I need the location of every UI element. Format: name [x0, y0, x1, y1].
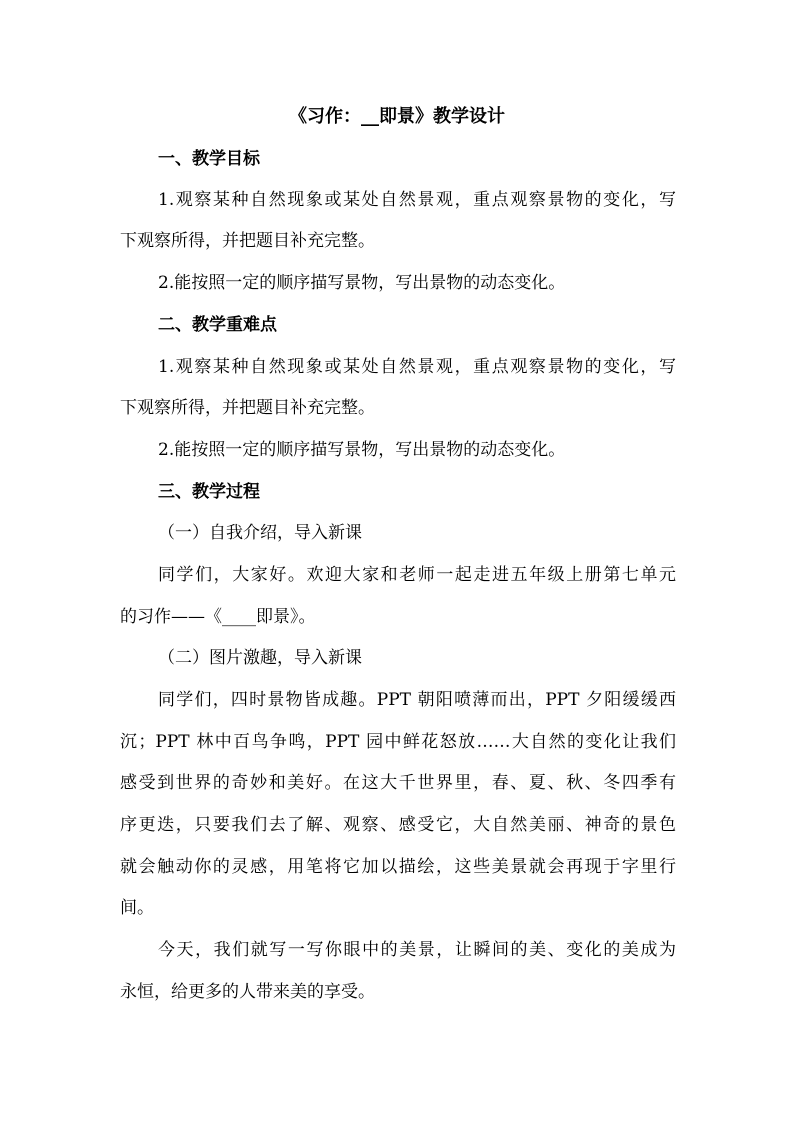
paragraph-line: 下观察所得，并把题目补充完整。 — [120, 231, 375, 251]
paragraph-line: 沉；PPT 林中百鸟争鸣，PPT 园中鲜花怒放……大自然的变化让我们 — [120, 732, 676, 752]
paragraph-line: 2.能按照一定的顺序描写景物，写出景物的动态变化。 — [158, 273, 566, 293]
paragraph-line: 就会触动你的灵感，用笔将它加以描绘，这些美景就会再现于字里行 — [120, 857, 676, 877]
paragraph-line: 1.观察某种自然现象或某处自然景观，重点观察景物的变化，写 — [158, 190, 676, 210]
section-heading-objectives: 一、教学目标 — [158, 149, 260, 169]
section-heading-key-points: 二、教学重难点 — [158, 315, 277, 335]
paragraph-line: 1.观察某种自然现象或某处自然景观，重点观察景物的变化，写 — [158, 357, 676, 377]
paragraph-line: 下观察所得，并把题目补充完整。 — [120, 398, 375, 418]
subsection-heading-pictures: （二）图片激趣，导入新课 — [158, 648, 362, 668]
paragraph-line: 永恒，给更多的人带来美的享受。 — [120, 982, 375, 1002]
subsection-heading-intro: （一）自我介绍，导入新课 — [158, 523, 362, 543]
document-title: 《习作：__即景》教学设计 — [289, 106, 505, 127]
paragraph-line: 今天，我们就写一写你眼中的美景，让瞬间的美、变化的美成为 — [158, 940, 676, 960]
paragraph-line: 感受到世界的奇妙和美好。在这大千世界里，春、夏、秋、冬四季有 — [120, 773, 676, 793]
paragraph-line: 序更迭，只要我们去了解、观察、感受它，大自然美丽、神奇的景色 — [120, 815, 676, 835]
paragraph-line: 同学们，四时景物皆成趣。PPT 朝阳喷薄而出，PPT 夕阳缓缓西 — [158, 690, 676, 710]
section-heading-process: 三、教学过程 — [158, 482, 260, 502]
paragraph-line: 的习作——《____即景》。 — [120, 607, 316, 627]
paragraph-line: 同学们，大家好。欢迎大家和老师一起走进五年级上册第七单元 — [158, 565, 676, 585]
paragraph-line: 间。 — [120, 898, 154, 918]
paragraph-line: 2.能按照一定的顺序描写景物，写出景物的动态变化。 — [158, 440, 566, 460]
